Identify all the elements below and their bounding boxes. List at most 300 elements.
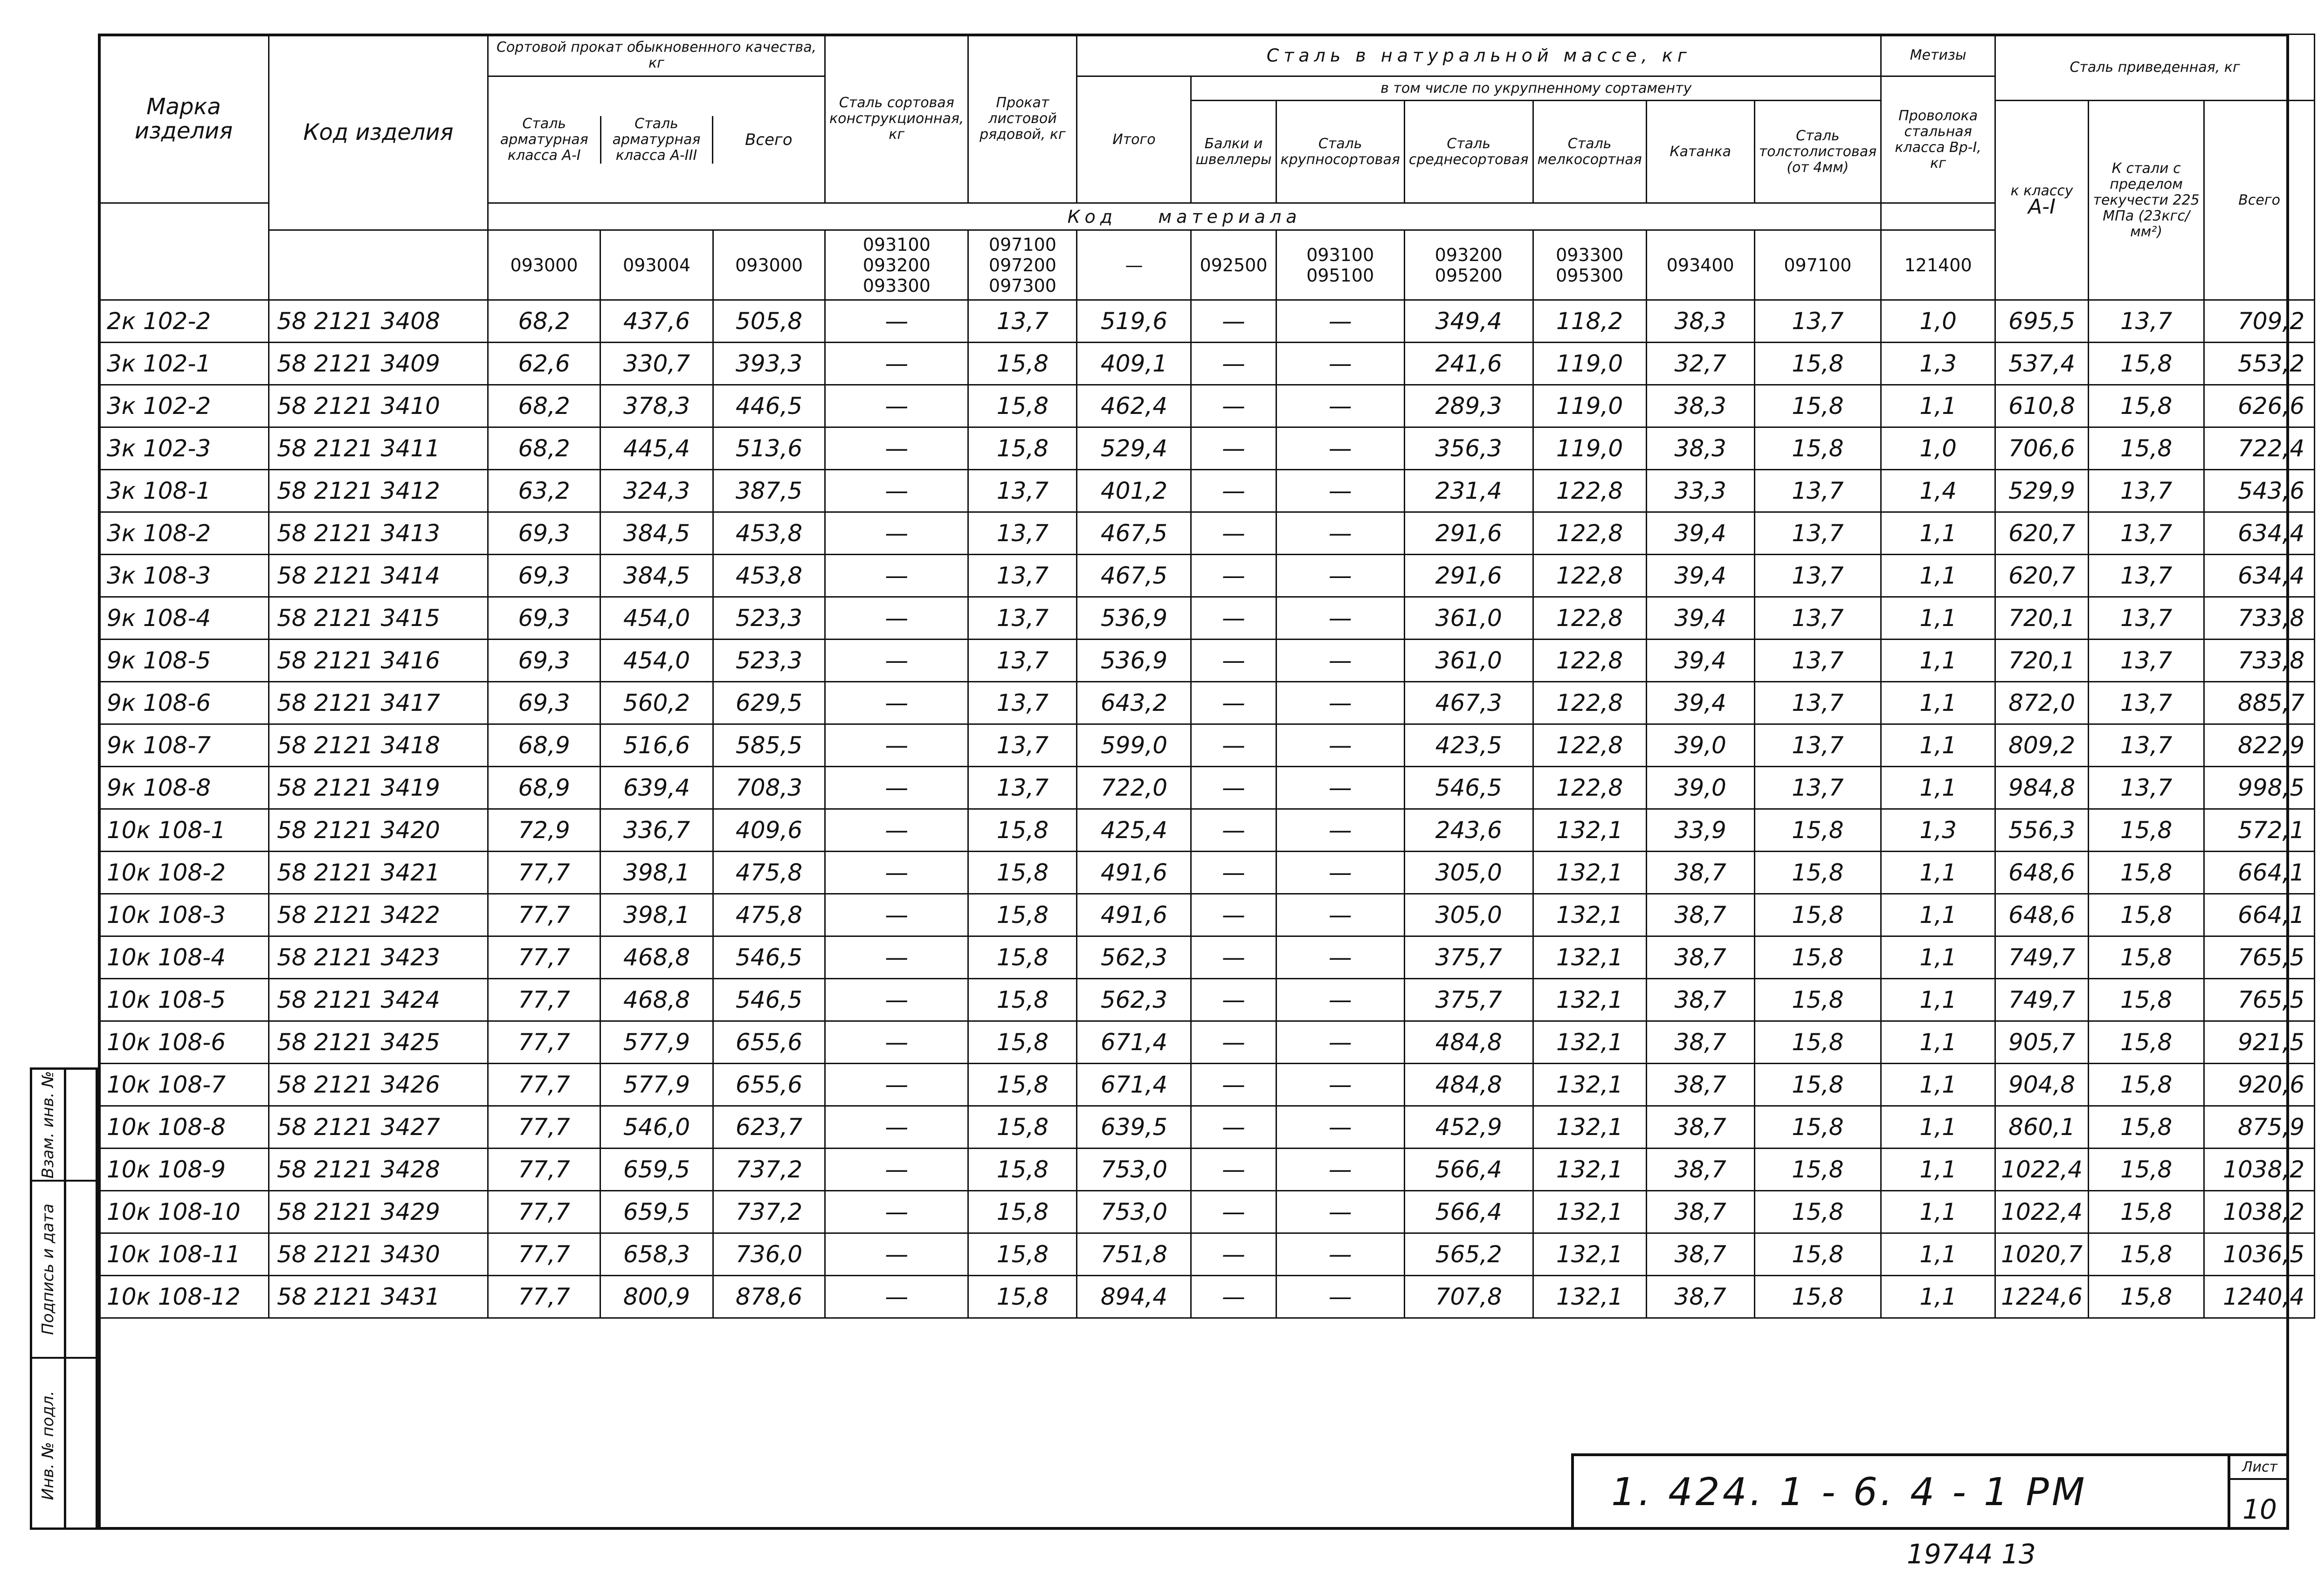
cell-ka1: 648,6 xyxy=(1995,852,2089,894)
cell-sum1: 736,0 xyxy=(713,1233,825,1276)
table-row xyxy=(99,1106,2315,1149)
header-kod-tail xyxy=(269,230,488,300)
cell-list: 15,8 xyxy=(968,343,1077,385)
cell-melko: 132,1 xyxy=(1533,894,1646,936)
cell-ka1: 860,1 xyxy=(1995,1106,2089,1149)
cell-krupno: — xyxy=(1276,724,1404,767)
cell-a1: 62,6 xyxy=(488,343,600,385)
cell-prov: 1,1 xyxy=(1881,1106,1995,1149)
cell-mark: 2к 102-2 xyxy=(99,300,269,343)
cell-itogo: 671,4 xyxy=(1077,1064,1191,1106)
cell-sredne: 291,6 xyxy=(1404,512,1533,555)
cell-balki: — xyxy=(1191,809,1276,852)
cell-ka1: 720,1 xyxy=(1995,597,2089,640)
cell-sum1: 708,3 xyxy=(713,767,825,809)
header-kod: Код изделия xyxy=(269,34,488,230)
cell-sredne: 566,4 xyxy=(1404,1149,1533,1191)
cell-code: 58 2121 3411 xyxy=(269,427,488,470)
code-c8: 093100 095100 xyxy=(1276,230,1404,300)
code-c2: 093004 xyxy=(600,230,713,300)
cell-sum1: 585,5 xyxy=(713,724,825,767)
cell-krupno: — xyxy=(1276,767,1404,809)
cell-prov: 1,1 xyxy=(1881,640,1995,682)
cell-itogo: 529,4 xyxy=(1077,427,1191,470)
cell-tolsto: 15,8 xyxy=(1754,1064,1881,1106)
cell-total: 634,4 xyxy=(2204,512,2315,555)
cell-kstal: 15,8 xyxy=(2089,1149,2204,1191)
cell-code: 58 2121 3413 xyxy=(269,512,488,555)
cell-a1: 69,3 xyxy=(488,597,600,640)
archive-number: 19744 13 xyxy=(1907,1538,2036,1570)
header-material-label: материала xyxy=(1158,206,1302,227)
cell-a1: 72,9 xyxy=(488,809,600,852)
header-itogo: Итого xyxy=(1077,76,1191,203)
cell-sum1: 655,6 xyxy=(713,1064,825,1106)
cell-krupno: — xyxy=(1276,470,1404,512)
cell-code: 58 2121 3419 xyxy=(269,767,488,809)
cell-total: 1240,4 xyxy=(2204,1276,2315,1318)
cell-sum1: 505,8 xyxy=(713,300,825,343)
code-c5: 097100 097200 097300 xyxy=(968,230,1077,300)
header-stal-a3: Сталь арматурная класса А-III xyxy=(600,116,712,164)
cell-tolsto: 13,7 xyxy=(1754,300,1881,343)
table-row xyxy=(99,767,2315,809)
cell-a3: 398,1 xyxy=(600,852,713,894)
cell-total: 722,4 xyxy=(2204,427,2315,470)
cell-sort: — xyxy=(825,470,968,512)
cell-katanka: 38,7 xyxy=(1646,1233,1754,1276)
cell-total: 875,9 xyxy=(2204,1106,2315,1149)
cell-krupno: — xyxy=(1276,640,1404,682)
cell-sum1: 737,2 xyxy=(713,1191,825,1233)
cell-total: 664,1 xyxy=(2204,894,2315,936)
specification-table-wrap xyxy=(98,34,2315,1319)
cell-sum1: 446,5 xyxy=(713,385,825,427)
cell-itogo: 519,6 xyxy=(1077,300,1191,343)
side-value-podpis xyxy=(66,1182,96,1359)
document-code: 1. 424. 1 - 6. 4 - 1 РМ xyxy=(1611,1470,2088,1514)
cell-sum1: 546,5 xyxy=(713,979,825,1021)
code-c10: 093300 095300 xyxy=(1533,230,1646,300)
cell-kstal: 15,8 xyxy=(2089,343,2204,385)
cell-mark: 3к 102-3 xyxy=(99,427,269,470)
table-row xyxy=(99,300,2315,343)
cell-prov: 1,1 xyxy=(1881,555,1995,597)
cell-tolsto: 13,7 xyxy=(1754,767,1881,809)
table-row xyxy=(99,343,2315,385)
cell-a3: 378,3 xyxy=(600,385,713,427)
cell-a3: 800,9 xyxy=(600,1276,713,1318)
cell-balki: — xyxy=(1191,427,1276,470)
cell-prov: 1,3 xyxy=(1881,809,1995,852)
cell-kstal: 13,7 xyxy=(2089,767,2204,809)
cell-ka1: 905,7 xyxy=(1995,1021,2089,1064)
cell-code: 58 2121 3415 xyxy=(269,597,488,640)
cell-itogo: 425,4 xyxy=(1077,809,1191,852)
cell-sort: — xyxy=(825,1064,968,1106)
cell-balki: — xyxy=(1191,597,1276,640)
cell-kstal: 13,7 xyxy=(2089,640,2204,682)
cell-katanka: 39,4 xyxy=(1646,597,1754,640)
cell-a3: 577,9 xyxy=(600,1021,713,1064)
cell-list: 15,8 xyxy=(968,1021,1077,1064)
cell-prov: 1,1 xyxy=(1881,894,1995,936)
cell-list: 13,7 xyxy=(968,767,1077,809)
cell-a3: 384,5 xyxy=(600,512,713,555)
cell-ka1: 620,7 xyxy=(1995,555,2089,597)
cell-tolsto: 13,7 xyxy=(1754,640,1881,682)
cell-a1: 68,2 xyxy=(488,300,600,343)
cell-sum1: 409,6 xyxy=(713,809,825,852)
cell-katanka: 39,4 xyxy=(1646,555,1754,597)
cell-kstal: 13,7 xyxy=(2089,470,2204,512)
cell-kstal: 13,7 xyxy=(2089,512,2204,555)
cell-kstal: 15,8 xyxy=(2089,979,2204,1021)
header-sortovoy-sub xyxy=(488,76,825,203)
cell-sort: — xyxy=(825,852,968,894)
cell-tolsto: 15,8 xyxy=(1754,1106,1881,1149)
sheet-box xyxy=(2228,1456,2289,1530)
cell-katanka: 38,3 xyxy=(1646,300,1754,343)
cell-ka1: 904,8 xyxy=(1995,1064,2089,1106)
cell-kstal: 15,8 xyxy=(2089,894,2204,936)
cell-sredne: 356,3 xyxy=(1404,427,1533,470)
cell-prov: 1,1 xyxy=(1881,385,1995,427)
cell-katanka: 38,7 xyxy=(1646,1276,1754,1318)
cell-melko: 122,8 xyxy=(1533,682,1646,724)
cell-sort: — xyxy=(825,555,968,597)
header-stal-sredne: Сталь среднесортовая xyxy=(1404,101,1533,203)
cell-a3: 546,0 xyxy=(600,1106,713,1149)
cell-a1: 77,7 xyxy=(488,852,600,894)
cell-sredne: 241,6 xyxy=(1404,343,1533,385)
cell-tolsto: 15,8 xyxy=(1754,1149,1881,1191)
cell-krupno: — xyxy=(1276,555,1404,597)
cell-sredne: 349,4 xyxy=(1404,300,1533,343)
cell-total: 998,5 xyxy=(2204,767,2315,809)
cell-katanka: 38,7 xyxy=(1646,1106,1754,1149)
cell-prov: 1,1 xyxy=(1881,1233,1995,1276)
cell-katanka: 38,7 xyxy=(1646,1021,1754,1064)
cell-kstal: 15,8 xyxy=(2089,809,2204,852)
header-stal-naturalnaya: Сталь в натуральной массе, кг xyxy=(1077,34,1881,76)
header-balki: Балки и швеллеры xyxy=(1191,101,1276,203)
cell-a1: 77,7 xyxy=(488,1191,600,1233)
cell-total: 634,4 xyxy=(2204,555,2315,597)
cell-ka1: 695,5 xyxy=(1995,300,2089,343)
cell-a3: 560,2 xyxy=(600,682,713,724)
cell-melko: 122,8 xyxy=(1533,512,1646,555)
cell-melko: 132,1 xyxy=(1533,1064,1646,1106)
cell-prov: 1,1 xyxy=(1881,1149,1995,1191)
cell-melko: 132,1 xyxy=(1533,1233,1646,1276)
code-c7: 092500 xyxy=(1191,230,1276,300)
cell-balki: — xyxy=(1191,1064,1276,1106)
header-vsego-1: Всего xyxy=(745,130,793,149)
code-c3: 093000 xyxy=(713,230,825,300)
cell-list: 15,8 xyxy=(968,894,1077,936)
cell-code: 58 2121 3428 xyxy=(269,1149,488,1191)
cell-melko: 122,8 xyxy=(1533,555,1646,597)
cell-ka1: 984,8 xyxy=(1995,767,2089,809)
cell-itogo: 462,4 xyxy=(1077,385,1191,427)
cell-balki: — xyxy=(1191,1021,1276,1064)
cell-balki: — xyxy=(1191,894,1276,936)
cell-a1: 77,7 xyxy=(488,936,600,979)
cell-itogo: 894,4 xyxy=(1077,1276,1191,1318)
cell-a3: 659,5 xyxy=(600,1191,713,1233)
cell-kstal: 13,7 xyxy=(2089,555,2204,597)
cell-list: 15,8 xyxy=(968,1276,1077,1318)
cell-sum1: 475,8 xyxy=(713,852,825,894)
side-cell-inv xyxy=(32,1359,64,1532)
cell-sort: — xyxy=(825,343,968,385)
cell-itogo: 751,8 xyxy=(1077,1233,1191,1276)
cell-a3: 659,5 xyxy=(600,1149,713,1191)
cell-sort: — xyxy=(825,640,968,682)
cell-sort: — xyxy=(825,809,968,852)
cell-total: 543,6 xyxy=(2204,470,2315,512)
cell-sredne: 289,3 xyxy=(1404,385,1533,427)
cell-list: 13,7 xyxy=(968,682,1077,724)
cell-a1: 63,2 xyxy=(488,470,600,512)
cell-mark: 3к 108-1 xyxy=(99,470,269,512)
cell-balki: — xyxy=(1191,1276,1276,1318)
cell-a1: 69,3 xyxy=(488,512,600,555)
cell-krupno: — xyxy=(1276,1276,1404,1318)
table-row xyxy=(99,1149,2315,1191)
cell-melko: 122,8 xyxy=(1533,597,1646,640)
cell-list: 15,8 xyxy=(968,1064,1077,1106)
cell-code: 58 2121 3420 xyxy=(269,809,488,852)
cell-kstal: 13,7 xyxy=(2089,597,2204,640)
cell-a1: 77,7 xyxy=(488,1021,600,1064)
table-row xyxy=(99,936,2315,979)
cell-sort: — xyxy=(825,1021,968,1064)
cell-ka1: 1020,7 xyxy=(1995,1233,2089,1276)
cell-list: 15,8 xyxy=(968,936,1077,979)
cell-mark: 3к 102-2 xyxy=(99,385,269,427)
header-k-stali: К стали с пределом текучести 225 МПа (23кгс/мм²) xyxy=(2089,101,2204,300)
cell-balki: — xyxy=(1191,936,1276,979)
cell-melko: 122,8 xyxy=(1533,724,1646,767)
cell-a1: 77,7 xyxy=(488,1064,600,1106)
cell-sort: — xyxy=(825,682,968,724)
cell-ka1: 610,8 xyxy=(1995,385,2089,427)
cell-sort: — xyxy=(825,385,968,427)
cell-a1: 77,7 xyxy=(488,1276,600,1318)
cell-prov: 1,4 xyxy=(1881,470,1995,512)
cell-kstal: 13,7 xyxy=(2089,682,2204,724)
table-row xyxy=(99,1021,2315,1064)
cell-total: 664,1 xyxy=(2204,852,2315,894)
cell-list: 15,8 xyxy=(968,427,1077,470)
cell-sredne: 361,0 xyxy=(1404,597,1533,640)
cell-balki: — xyxy=(1191,767,1276,809)
cell-mark: 10к 108-6 xyxy=(99,1021,269,1064)
cell-krupno: — xyxy=(1276,894,1404,936)
header-stal-melko: Сталь мелкосортная xyxy=(1533,101,1646,203)
cell-prov: 1,0 xyxy=(1881,427,1995,470)
cell-sum1: 629,5 xyxy=(713,682,825,724)
table-row xyxy=(99,852,2315,894)
cell-sredne: 546,5 xyxy=(1404,767,1533,809)
cell-krupno: — xyxy=(1276,512,1404,555)
cell-katanka: 39,0 xyxy=(1646,767,1754,809)
cell-sredne: 707,8 xyxy=(1404,1276,1533,1318)
cell-sredne: 305,0 xyxy=(1404,852,1533,894)
cell-sort: — xyxy=(825,1233,968,1276)
table-row xyxy=(99,1276,2315,1318)
cell-sredne: 452,9 xyxy=(1404,1106,1533,1149)
cell-list: 13,7 xyxy=(968,300,1077,343)
cell-kstal: 15,8 xyxy=(2089,1106,2204,1149)
cell-sredne: 484,8 xyxy=(1404,1064,1533,1106)
cell-melko: 132,1 xyxy=(1533,1021,1646,1064)
table-body xyxy=(99,300,2315,1318)
cell-balki: — xyxy=(1191,1233,1276,1276)
table-row xyxy=(99,894,2315,936)
cell-mark: 10к 108-7 xyxy=(99,1064,269,1106)
cell-a3: 468,8 xyxy=(600,979,713,1021)
table-row xyxy=(99,640,2315,682)
cell-sort: — xyxy=(825,894,968,936)
table-row xyxy=(99,682,2315,724)
cell-krupno: — xyxy=(1276,385,1404,427)
cell-sredne: 305,0 xyxy=(1404,894,1533,936)
cell-kstal: 15,8 xyxy=(2089,385,2204,427)
header-vsego-2: Всего xyxy=(2204,101,2315,300)
cell-code: 58 2121 3422 xyxy=(269,894,488,936)
cell-mark: 10к 108-8 xyxy=(99,1106,269,1149)
cell-krupno: — xyxy=(1276,1149,1404,1191)
cell-balki: — xyxy=(1191,555,1276,597)
code-c11: 093400 xyxy=(1646,230,1754,300)
cell-itogo: 536,9 xyxy=(1077,640,1191,682)
cell-total: 553,2 xyxy=(2204,343,2315,385)
cell-list: 13,7 xyxy=(968,597,1077,640)
code-c1: 093000 xyxy=(488,230,600,300)
cell-ka1: 1224,6 xyxy=(1995,1276,2089,1318)
cell-katanka: 38,7 xyxy=(1646,894,1754,936)
cell-tolsto: 15,8 xyxy=(1754,894,1881,936)
cell-balki: — xyxy=(1191,640,1276,682)
cell-mark: 10к 108-2 xyxy=(99,852,269,894)
cell-a1: 77,7 xyxy=(488,1149,600,1191)
cell-mark: 3к 108-2 xyxy=(99,512,269,555)
cell-sredne: 231,4 xyxy=(1404,470,1533,512)
side-stamp-values xyxy=(64,1067,98,1530)
cell-sredne: 423,5 xyxy=(1404,724,1533,767)
cell-total: 920,6 xyxy=(2204,1064,2315,1106)
cell-mark: 3к 102-1 xyxy=(99,343,269,385)
cell-kstal: 15,8 xyxy=(2089,1064,2204,1106)
cell-ka1: 1022,4 xyxy=(1995,1149,2089,1191)
cell-balki: — xyxy=(1191,300,1276,343)
cell-code: 58 2121 3410 xyxy=(269,385,488,427)
cell-melko: 119,0 xyxy=(1533,343,1646,385)
header-katanka: Катанка xyxy=(1646,101,1754,203)
cell-mark: 10к 108-12 xyxy=(99,1276,269,1318)
cell-balki: — xyxy=(1191,979,1276,1021)
cell-ka1: 872,0 xyxy=(1995,682,2089,724)
cell-katanka: 33,3 xyxy=(1646,470,1754,512)
cell-katanka: 38,7 xyxy=(1646,1064,1754,1106)
cell-prov: 1,1 xyxy=(1881,597,1995,640)
cell-itogo: 467,5 xyxy=(1077,555,1191,597)
cell-melko: 132,1 xyxy=(1533,1191,1646,1233)
cell-a3: 336,7 xyxy=(600,809,713,852)
cell-mark: 9к 108-5 xyxy=(99,640,269,682)
cell-katanka: 38,7 xyxy=(1646,936,1754,979)
cell-tolsto: 15,8 xyxy=(1754,936,1881,979)
cell-katanka: 39,4 xyxy=(1646,512,1754,555)
cell-itogo: 753,0 xyxy=(1077,1191,1191,1233)
cell-balki: — xyxy=(1191,724,1276,767)
cell-melko: 132,1 xyxy=(1533,1276,1646,1318)
cell-code: 58 2121 3421 xyxy=(269,852,488,894)
cell-katanka: 39,0 xyxy=(1646,724,1754,767)
cell-kstal: 15,8 xyxy=(2089,1021,2204,1064)
side-value-vzam xyxy=(66,1070,96,1182)
cell-prov: 1,1 xyxy=(1881,512,1995,555)
cell-itogo: 467,5 xyxy=(1077,512,1191,555)
cell-itogo: 562,3 xyxy=(1077,979,1191,1021)
cell-a3: 658,3 xyxy=(600,1233,713,1276)
cell-ka1: 1022,4 xyxy=(1995,1191,2089,1233)
cell-katanka: 38,3 xyxy=(1646,427,1754,470)
title-block xyxy=(1571,1453,2289,1530)
side-cell-podpis xyxy=(32,1182,64,1359)
cell-kstal: 15,8 xyxy=(2089,1191,2204,1233)
side-podpis-label: Подпись и дата xyxy=(39,1204,57,1335)
cell-krupno: — xyxy=(1276,979,1404,1021)
cell-tolsto: 15,8 xyxy=(1754,343,1881,385)
cell-total: 885,7 xyxy=(2204,682,2315,724)
cell-total: 733,8 xyxy=(2204,597,2315,640)
cell-a1: 68,2 xyxy=(488,427,600,470)
cell-ka1: 809,2 xyxy=(1995,724,2089,767)
cell-code: 58 2121 3408 xyxy=(269,300,488,343)
cell-kstal: 15,8 xyxy=(2089,852,2204,894)
cell-total: 822,9 xyxy=(2204,724,2315,767)
cell-sum1: 655,6 xyxy=(713,1021,825,1064)
cell-mark: 9к 108-7 xyxy=(99,724,269,767)
cell-total: 572,1 xyxy=(2204,809,2315,852)
cell-sredne: 484,8 xyxy=(1404,1021,1533,1064)
cell-melko: 132,1 xyxy=(1533,979,1646,1021)
cell-a1: 69,3 xyxy=(488,640,600,682)
cell-a1: 69,3 xyxy=(488,682,600,724)
cell-a3: 454,0 xyxy=(600,640,713,682)
cell-itogo: 639,5 xyxy=(1077,1106,1191,1149)
code-c13: 121400 xyxy=(1881,230,1995,300)
cell-code: 58 2121 3409 xyxy=(269,343,488,385)
cell-list: 13,7 xyxy=(968,555,1077,597)
cell-sum1: 387,5 xyxy=(713,470,825,512)
header-sortovoy-subtable xyxy=(489,116,824,164)
side-stamp-labels xyxy=(30,1067,66,1530)
cell-mark: 10к 108-4 xyxy=(99,936,269,979)
code-c9: 093200 095200 xyxy=(1404,230,1533,300)
cell-melko: 122,8 xyxy=(1533,470,1646,512)
cell-code: 58 2121 3418 xyxy=(269,724,488,767)
cell-itogo: 401,2 xyxy=(1077,470,1191,512)
cell-mark: 3к 108-3 xyxy=(99,555,269,597)
cell-melko: 122,8 xyxy=(1533,640,1646,682)
cell-total: 765,5 xyxy=(2204,936,2315,979)
cell-itogo: 536,9 xyxy=(1077,597,1191,640)
